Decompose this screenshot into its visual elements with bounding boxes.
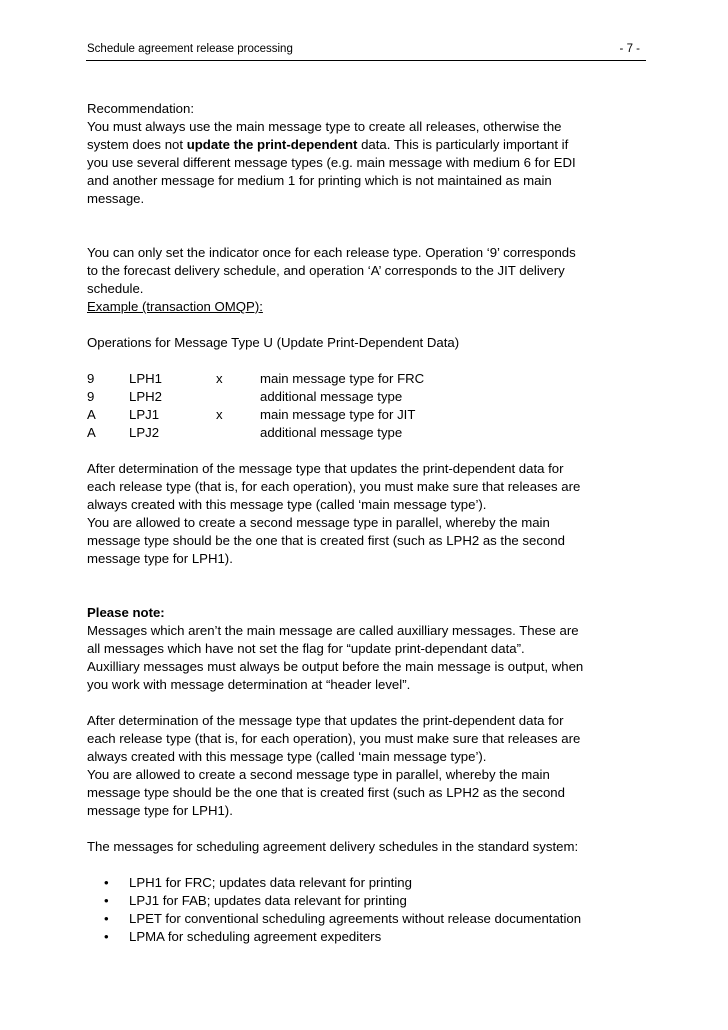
description-cell: main message type for FRC <box>260 371 425 386</box>
paragraph-line: each release type (that is, for each operation), you must make sure that releases are <box>87 731 581 746</box>
main-flag-cell: x <box>216 407 223 422</box>
recommendation-line: and another message for medium 1 for printing which is not maintained as main <box>87 173 552 188</box>
message-type-cell: LPJ2 <box>129 425 160 440</box>
list-item <box>87 874 647 892</box>
paragraph-line: always created with this message type (called ‘main message type’). <box>87 749 487 764</box>
paragraph-line: After determination of the message type that updates the print-dependent data for <box>87 713 564 728</box>
paragraph-line: Auxilliary messages must always be output before the main message is output, when <box>87 659 584 674</box>
paragraph-line: all messages which have not set the flag for “update print-dependant data”. <box>87 641 525 656</box>
list-item-text: LPH1 for FRC; updates data relevant for printing <box>129 875 412 890</box>
message-type-cell: LPJ1 <box>129 407 160 422</box>
please-note-heading: Please note: <box>87 605 165 620</box>
spacer <box>87 694 647 712</box>
paragraph-line: message type should be the one that is created first (such as LPH2 as the second <box>87 533 565 548</box>
bullet-icon: • <box>104 911 109 926</box>
paragraph-line: message type for LPH1). <box>87 803 233 818</box>
page-number: - 7 - <box>619 43 640 55</box>
paragraph-line: Messages which aren’t the main message are called auxilliary messages. These are <box>87 623 579 638</box>
list-item-text: LPJ1 for FAB; updates data relevant for printing <box>129 893 407 908</box>
paragraph-line: each release type (that is, for each operation), you must make sure that releases are <box>87 479 581 494</box>
recommendation-line <box>87 136 647 154</box>
recommendation-bold-text: update the print-dependent <box>186 137 358 152</box>
list-item <box>87 928 647 946</box>
spacer <box>87 316 647 334</box>
list-item-text: LPET for conventional scheduling agreements without release documentation <box>129 911 582 926</box>
list-item <box>87 892 647 910</box>
paragraph-line: you work with message determination at “header level”. <box>87 677 411 692</box>
paragraph-line: message type for LPH1). <box>87 551 233 566</box>
indicator-section <box>87 244 647 316</box>
bullet-icon: • <box>104 893 109 908</box>
list-item <box>87 910 647 928</box>
recommendation-line-prefix: system does not <box>87 137 187 152</box>
spacer <box>87 442 647 460</box>
description-cell: main message type for JIT <box>260 407 416 422</box>
description-cell: additional message type <box>260 389 403 404</box>
operations-title: Operations for Message Type U (Update Print-Dependent Data) <box>87 335 460 350</box>
indicator-line: schedule. <box>87 281 144 296</box>
standard-messages-intro: The messages for scheduling agreement delivery schedules in the standard system: <box>87 839 579 854</box>
paragraph-line: You are allowed to create a second message type in parallel, whereby the main <box>87 767 550 782</box>
table-row <box>87 388 647 406</box>
indicator-line: You can only set the indicator once for each release type. Operation ‘9’ corresponds <box>87 245 576 260</box>
spacer <box>87 208 647 244</box>
recommendation-line-suffix: data. This is particularly important if <box>361 137 569 152</box>
standard-messages-list <box>87 874 647 946</box>
determination-section-2 <box>87 712 647 820</box>
message-type-cell: LPH2 <box>129 389 162 404</box>
description-cell: additional message type <box>260 425 403 440</box>
operation-cell: A <box>87 407 96 422</box>
spacer <box>87 352 647 370</box>
table-row <box>87 424 647 442</box>
spacer <box>87 820 647 838</box>
table-row <box>87 370 647 388</box>
list-item-text: LPMA for scheduling agreement expediters <box>129 929 382 944</box>
operation-cell: A <box>87 425 96 440</box>
recommendation-line: message. <box>87 191 145 206</box>
page-header <box>86 42 646 61</box>
determination-section-1 <box>87 460 647 568</box>
spacer <box>87 856 647 874</box>
main-flag-cell: x <box>216 371 223 386</box>
indicator-line: to the forecast delivery schedule, and operation ‘A’ corresponds to the JIT delivery <box>87 263 565 278</box>
paragraph-line: You are allowed to create a second message type in parallel, whereby the main <box>87 515 550 530</box>
header-title: Schedule agreement release processing <box>87 43 293 55</box>
example-label: Example (transaction OMQP): <box>87 299 263 314</box>
recommendation-line: you use several different message types (e.g. main message with medium 6 for EDI <box>87 155 576 170</box>
operation-cell: 9 <box>87 389 95 404</box>
paragraph-line: message type should be the one that is created first (such as LPH2 as the second <box>87 785 565 800</box>
recommendation-heading: Recommendation: <box>87 101 195 116</box>
paragraph-line: After determination of the message type that updates the print-dependent data for <box>87 461 564 476</box>
message-type-cell: LPH1 <box>129 371 162 386</box>
bullet-icon: • <box>104 929 109 944</box>
recommendation-line: You must always use the main message type to create all releases, otherwise the <box>87 119 562 134</box>
spacer <box>87 568 647 604</box>
operation-cell: 9 <box>87 371 95 386</box>
paragraph-line: always created with this message type (called ‘main message type’). <box>87 497 487 512</box>
bullet-icon: • <box>104 875 109 890</box>
please-note-section <box>87 604 647 694</box>
operations-table <box>87 370 647 442</box>
document-body <box>87 100 647 946</box>
recommendation-section <box>87 100 647 208</box>
table-row <box>87 406 647 424</box>
